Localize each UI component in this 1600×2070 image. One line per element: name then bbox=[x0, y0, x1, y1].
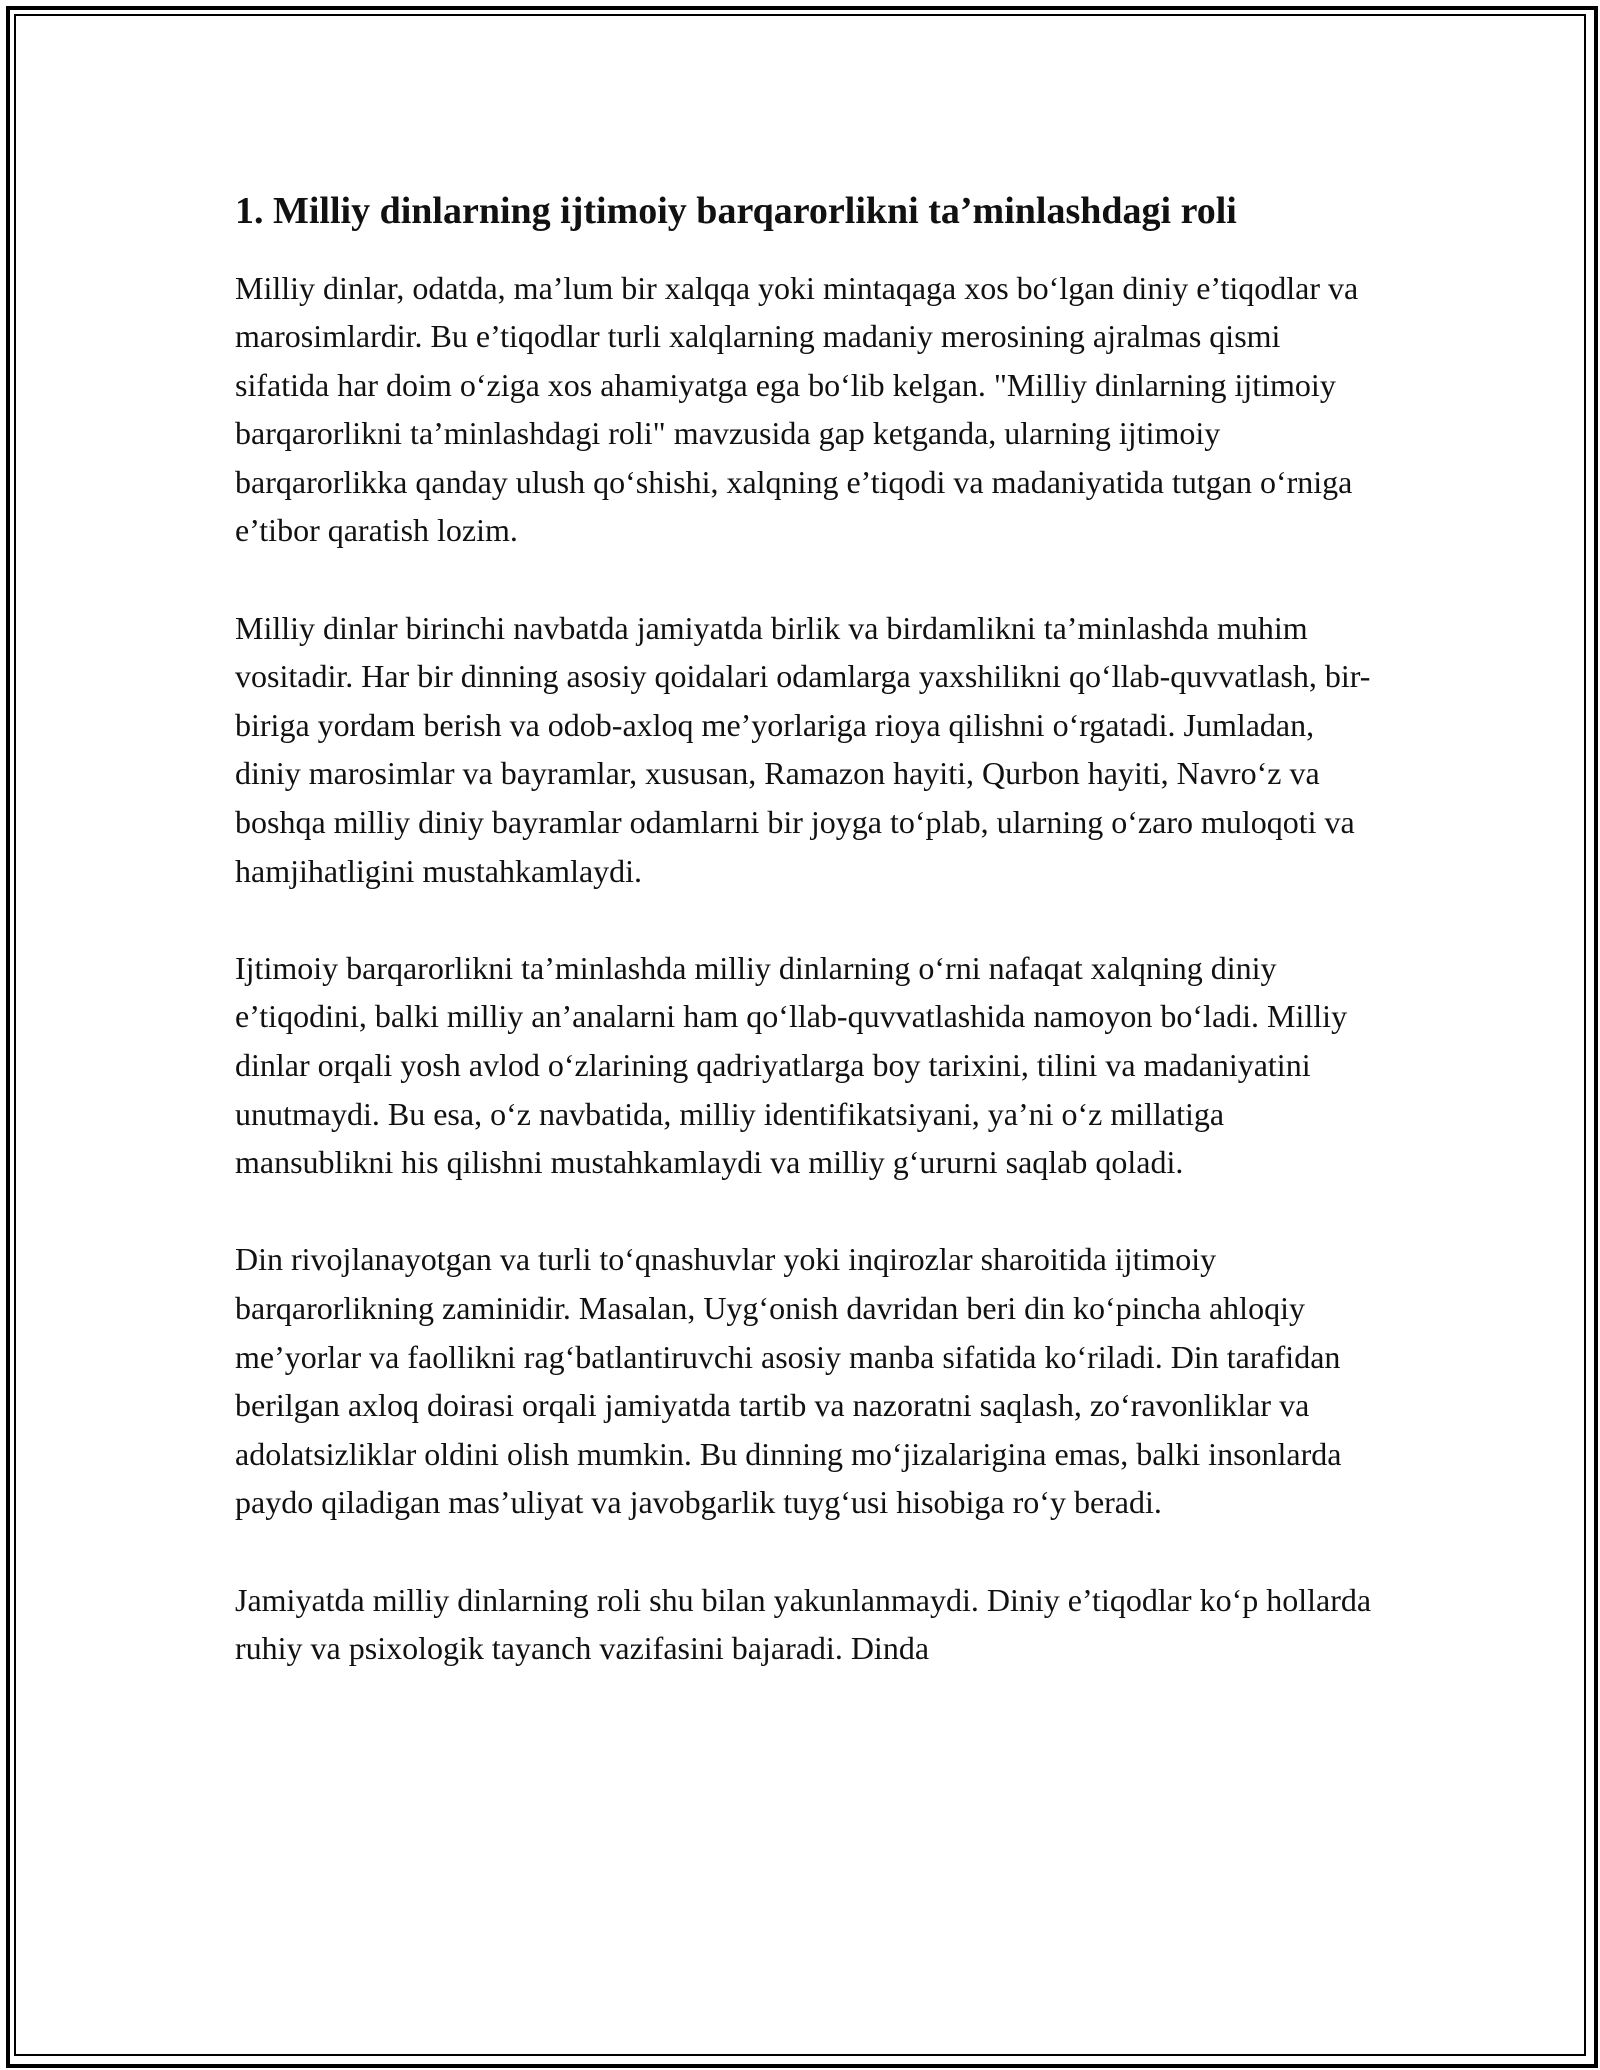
paragraph-4: Din rivojlanayotgan va turli to‘qnashuvlar yoki inqirozlar sharoitida ijtimoiy barqarorlikning zaminidir. Masalan, Uyg‘onish davridan beri din ko‘pincha ahloqiy me’yorlar va faollikni rag‘batlantiruvchi asosiy manba sifatida ko‘riladi. Din tarafidan berilgan axloq doirasi orqali jamiyatda tartib va nazoratni saqlash, zo‘ravonliklar va adolatsizliklar oldini olish mumkin. Bu dinning mo‘jizalarigina emas, balki insonlarda paydo qiladigan mas’uliyat va javobgarlik tuyg‘usi hisobiga ro‘y beradi. bbox=[235, 1241, 1342, 1521]
section-heading: 1. Milliy dinlarning ijtimoiy barqarorlikni ta’minlashdagi roli bbox=[235, 190, 1237, 232]
paragraph-1: Milliy dinlar, odatda, ma’lum bir xalqqa yoki mintaqaga xos bo‘lgan diniy e’tiqodlar va marosimlardir. Bu e’tiqodlar turli xalqlarning madaniy merosining ajralmas qismi sifatida har doim o‘ziga xos ahamiyatga ega bo‘lib kelgan. "Milliy dinlarning ijtimoiy barqarorlikni ta’minlashdagi roli" mavzusida gap ketganda, ularning ijtimoiy barqarorlikka qanday ulush qo‘shishi, xalqning e’tiqodi va madaniyatida tutgan o‘rniga e’tibor qaratish lozim. bbox=[235, 269, 1359, 549]
paragraph-5: Jamiyatda milliy dinlarning roli shu bilan yakunlanmaydi. Diniy e’tiqodlar ko‘p hollarda ruhiy va psixologik tayanch vazifasini bajaradi. Dinda bbox=[235, 1581, 1372, 1667]
document-body bbox=[235, 188, 1375, 1721]
paragraph-2: Milliy dinlar birinchi navbatda jamiyatda birlik va birdamlikni ta’minlashda muhim vositadir. Har bir dinning asosiy qoidalari odamlarga yaxshilikni qo‘llab-quvvatlash, bir-biriga yordam berish va odob-axloq me’yorlariga rioya qilishni o‘rgatadi. Jumladan, diniy marosimlar va bayramlar, xususan, Ramazon hayiti, Qurbon hayiti, Navro‘z va boshqa milliy diniy bayramlar odamlarni bir joyga to‘plab, ularning o‘zaro muloqoti va hamjihatligini mustahkamlaydi. bbox=[235, 609, 1371, 889]
paragraph-3: Ijtimoiy barqarorlikni ta’minlashda milliy dinlarning o‘rni nafaqat xalqning diniy e’tiqodini, balki milliy an’analarni ham qo‘llab-quvvatlashida namoyon bo‘ladi. Milliy dinlar orqali yosh avlod o‘zlarining qadriyatlarga boy tarixini, tilini va madaniyatini unutmaydi. Bu esa, o‘z navbatida, milliy identifikatsiyani, ya’ni o‘z millatiga mansublikni his qilishni mustahkamlaydi va milliy g‘ururni saqlab qoladi. bbox=[235, 949, 1348, 1181]
